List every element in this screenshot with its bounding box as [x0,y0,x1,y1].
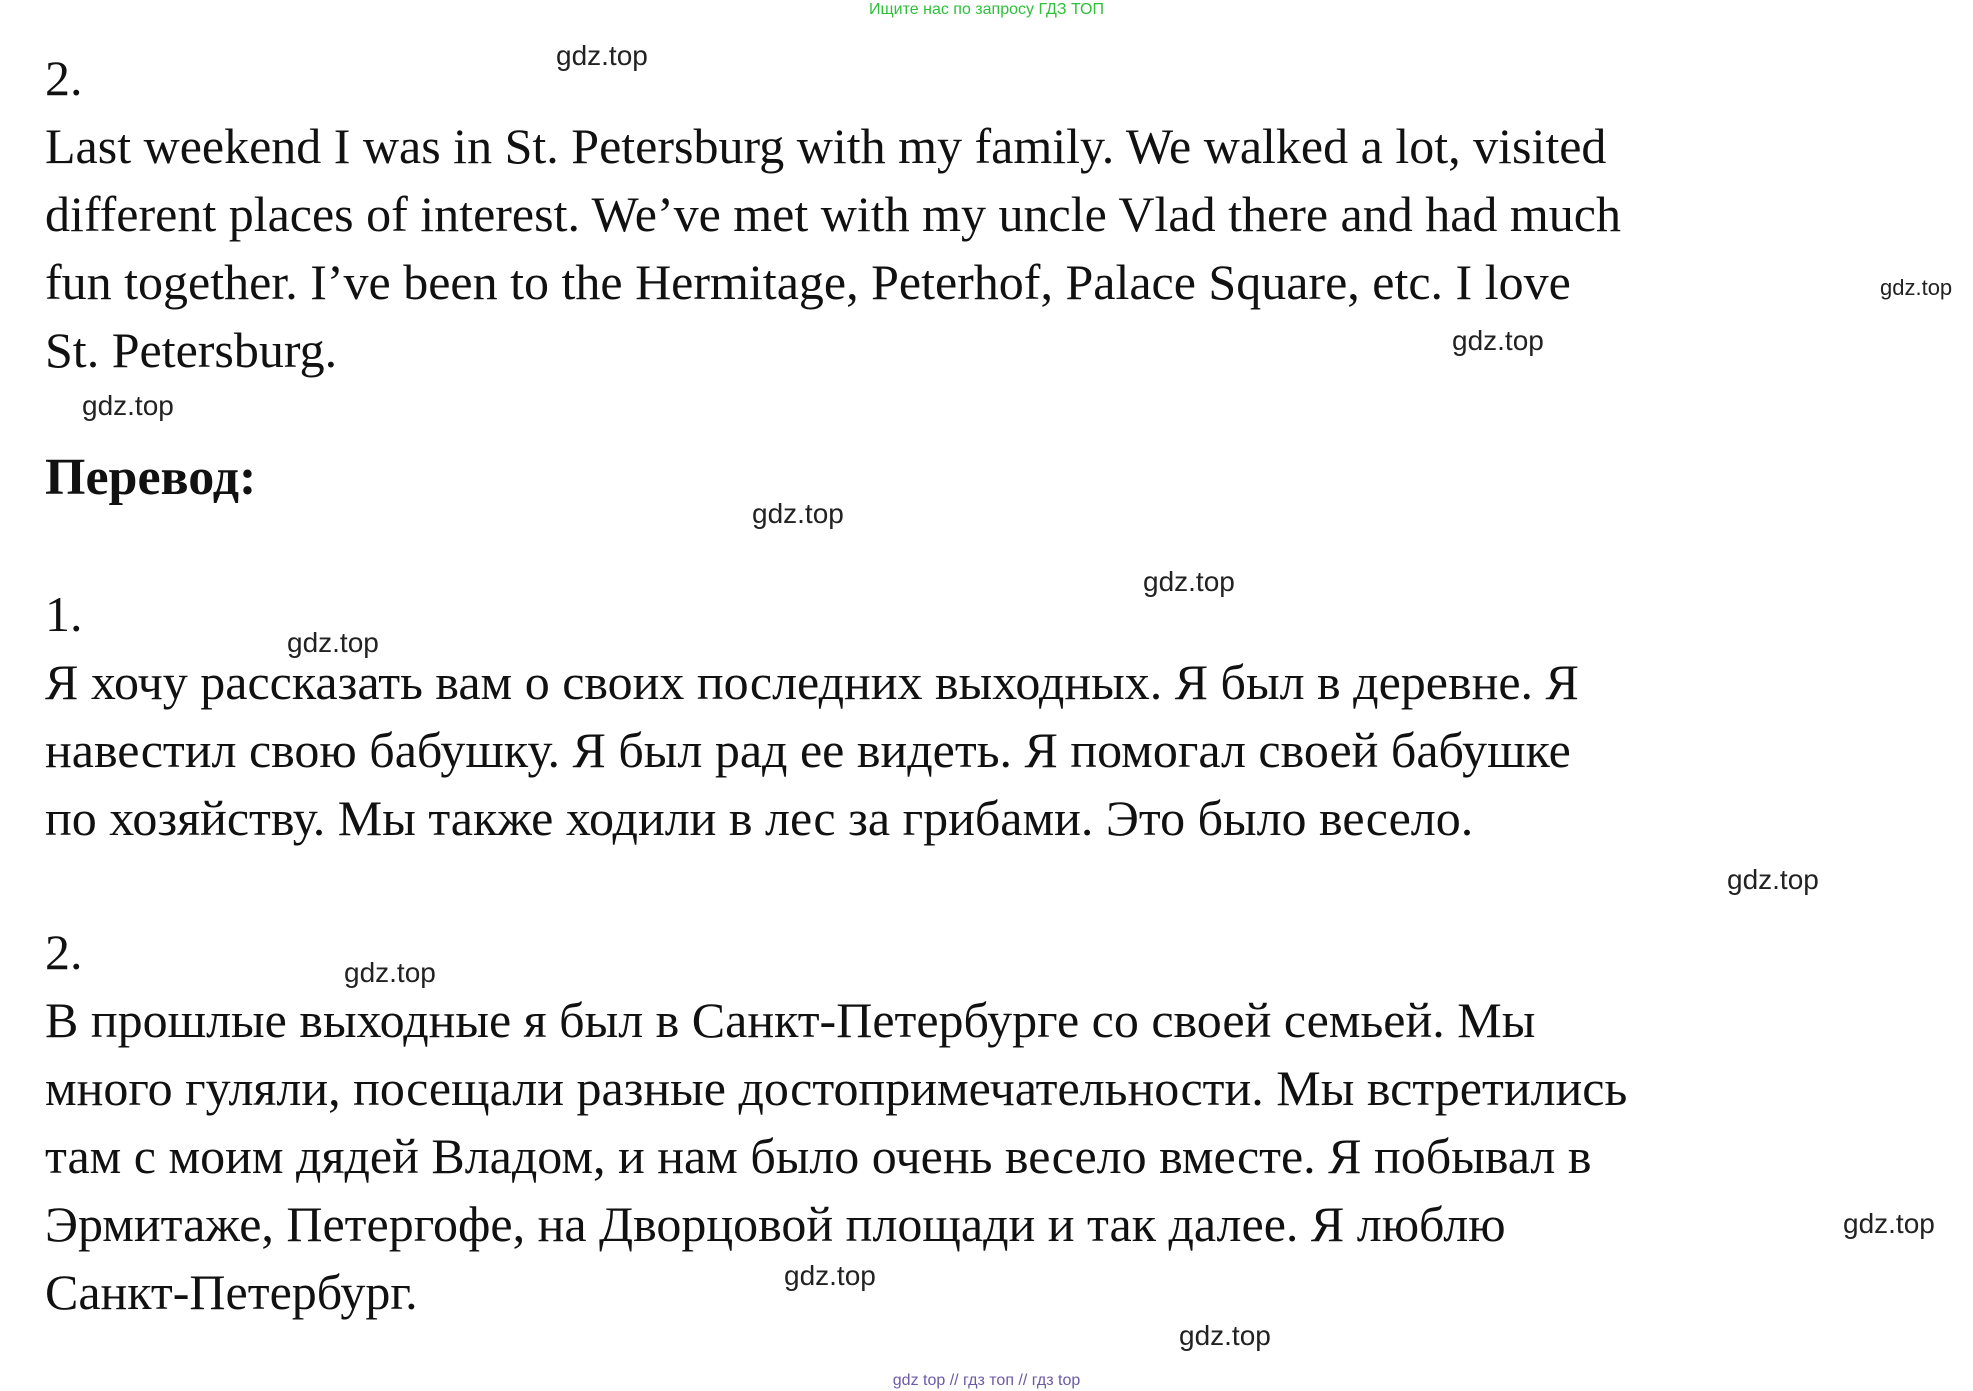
footer-banner: gdz top // гдз топ // гдз top [892,1372,1081,1389]
watermark: gdz.top [1179,1320,1271,1351]
item-number: 1. [45,586,83,642]
item-number: 2. [45,924,83,980]
translation-heading: Перевод: [45,449,257,506]
english-section [45,44,1925,384]
watermark: gdz.top [1843,1208,1935,1239]
watermark: gdz.top [556,40,648,71]
watermark: gdz.top [752,498,844,529]
english-paragraph: Last weekend I was in St. Petersburg with my family. We walked a lot, visited different places of interest. We’ve met with my uncle Vlad there and had much fun together. I’ve been to the Hermitage, Peterhof, Palace Square, etc. I love St. Petersburg. [45,118,1622,378]
translation-item-1 [45,580,1925,852]
watermark: gdz.top [1143,566,1235,597]
watermark: gdz.top [344,957,436,988]
watermark: gdz.top [82,390,174,421]
translation-paragraph: Я хочу рассказать вам о своих последних выходных. Я был в деревне. Я навестил свою бабушку. Я был рад ее видеть. Я помогал своей бабушке по хозяйству. Мы также ходили в лес за грибами. Это было весело. [45,654,1579,846]
translation-heading-block [45,444,1925,512]
translation-item-2 [45,918,1925,1326]
watermark: gdz.top [287,627,379,658]
watermark: gdz.top [1727,864,1819,895]
watermark: gdz.top [784,1260,876,1291]
watermark: gdz.top [1452,325,1544,356]
watermark: gdz.top [1880,275,1953,300]
section-number: 2. [45,50,83,106]
top-banner: Ищите нас по запросу ГДЗ ТОП [869,1,1104,18]
translation-paragraph: В прошлые выходные я был в Санкт-Петербурге со своей семьей. Мы много гуляли, посещали разные достопримечательности. Мы встретились там с моим дядей Владом, и нам было очень весело вместе. Я побывал в Эрмитаже, Петергофе, на Дворцовой площади и так далее. Я люблю Санкт-Петербург. [45,992,1628,1320]
